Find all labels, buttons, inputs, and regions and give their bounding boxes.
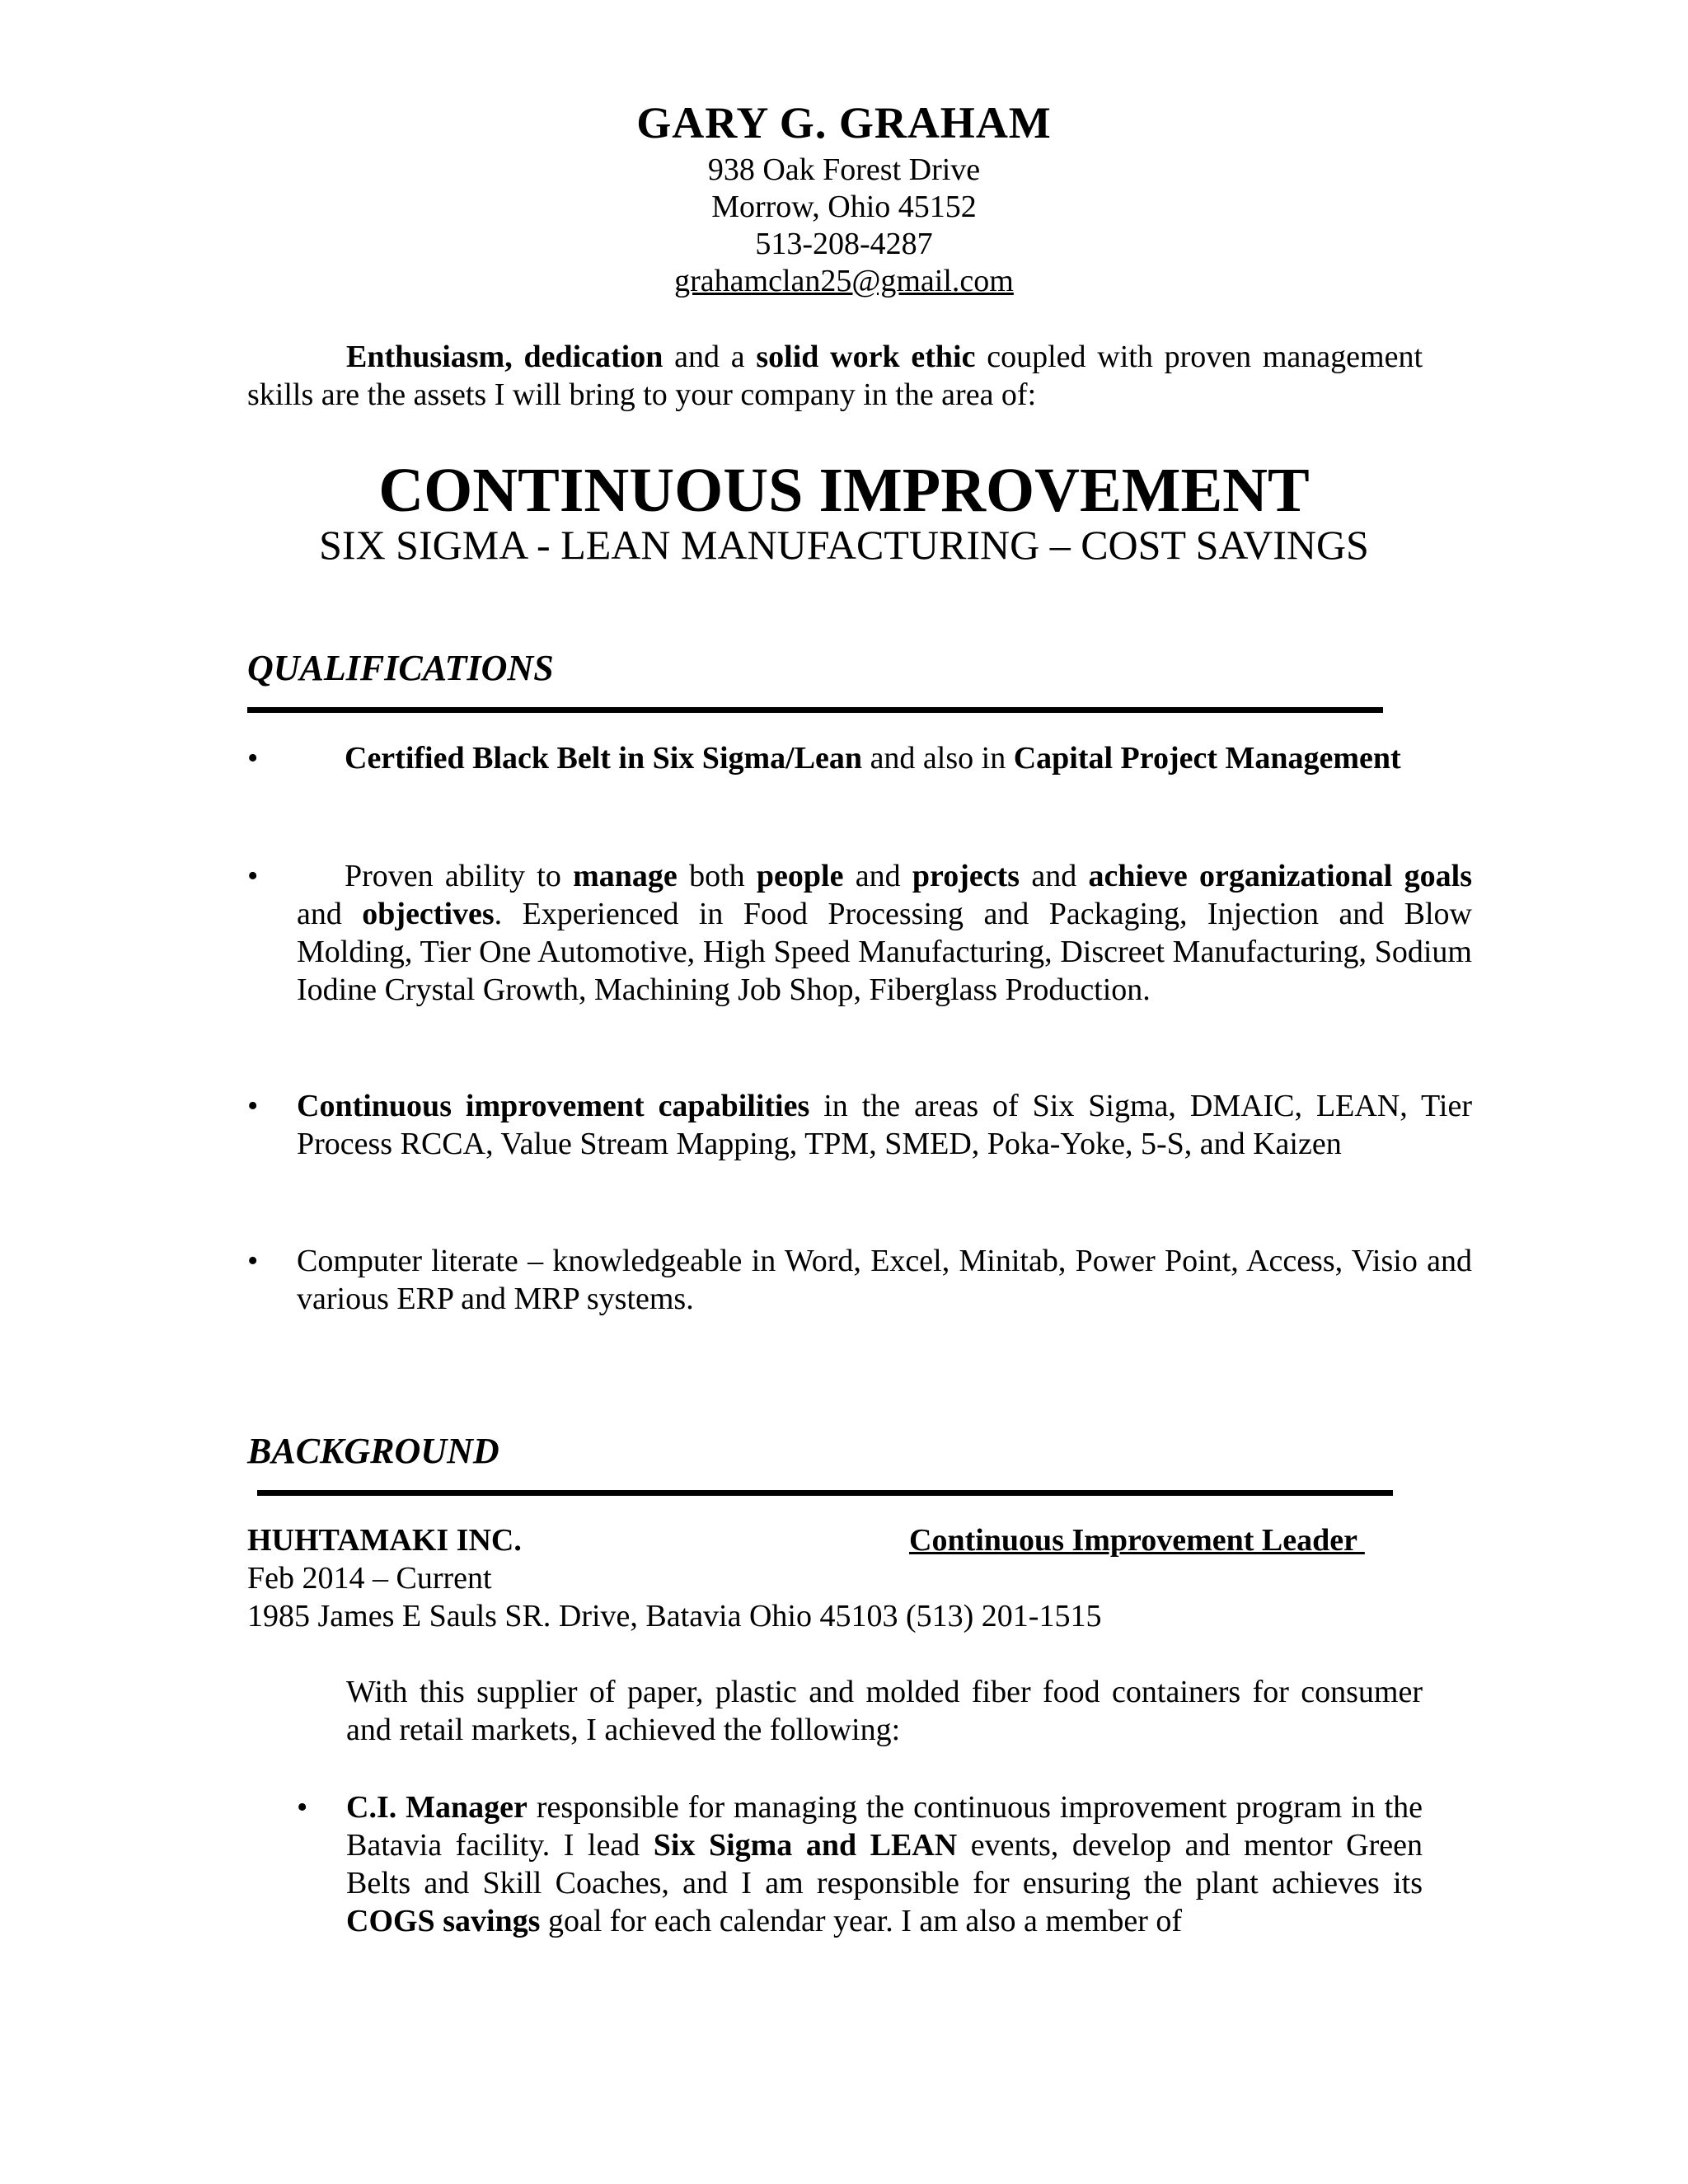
q2-bold-3: projects [912,859,1020,893]
a1-text-3: goal for each calendar year. I am also a member of [540,1904,1183,1938]
bullet-icon: • [297,1790,308,1825]
address-line-2: Morrow, Ohio 45152 [711,190,977,224]
intro-bold-2: solid work ethic [756,340,976,374]
bullet-icon: • [247,1089,259,1123]
a1-bold-2: Six Sigma and LEAN [653,1828,958,1863]
a1-bold-1: C.I. Manager [346,1790,528,1825]
email-link[interactable]: grahamclan25@gmail.com [674,264,1014,298]
q3-bold-1: Continuous improvement capabilities [297,1089,810,1123]
job-dates: Feb 2014 – Current [247,1561,492,1596]
q2-text-3: and [843,859,912,893]
qualifications-divider [247,707,1383,713]
bullet-icon: • [247,859,259,893]
a1-text-2: events, develop and mentor Green Belts and Skill Coaches, and I am responsible for ensuring the plant achieves its [346,1828,1423,1900]
q2-bold-1: manage [573,859,678,893]
bullet-icon: • [247,1244,259,1278]
bullet-icon: • [247,741,259,776]
job-summary: With this supplier of paper, plastic and molded fiber food containers for consumer and retail markets, I achieved the following: [346,1675,1423,1747]
candidate-name: GARY G. GRAHAM [636,98,1052,148]
company-name: HUHTAMAKI INC. [247,1523,522,1558]
intro-bold-1: Enthusiasm, dedication [346,340,663,374]
qualifications-heading: QUALIFICATIONS [247,648,554,688]
background-divider [257,1490,1393,1496]
q2-text-4: and [1020,859,1089,893]
a1-text-1: responsible for managing the continuous improvement program in the Batavia facility. I lead [346,1790,1423,1863]
background-heading: BACKGROUND [247,1431,499,1471]
job-title: Continuous Improvement Leader [909,1523,1365,1558]
q2-bold-5: objectives [362,897,495,931]
q2-text-1: Proven ability to [345,859,574,893]
q1-bold-2: Capital Project Management [1013,741,1401,776]
qualification-item [247,857,1472,1009]
q2-text-6: . Experienced in Food Processing and Packaging, Injection and Blow Molding, Tier One Automotive, High Speed Manufacturing, Discreet Manufacturing, Sodium Iodine Crystal Growth, Machining Job Shop, Fiberglass Production. [297,897,1472,1007]
qualification-item [247,1242,1472,1318]
q4-text-1: Computer literate – knowledgeable in Word, Excel, Minitab, Power Point, Access, Visio and various ERP and MRP systems. [297,1244,1472,1316]
q3-text-1: in the areas of Six Sigma, DMAIC, LEAN, Tier Process RCCA, Value Stream Mapping, TPM, SMED, Poka-Yoke, 5-S, and Kaizen [297,1089,1472,1161]
job-address: 1985 James E Sauls SR. Drive, Batavia Ohio 45103 (513) 201-1515 [247,1599,1102,1633]
q1-bold-1: Certified Black Belt in Six Sigma/Lean [345,741,863,776]
q1-text-1: and also in [862,741,1014,776]
job-achievements-list [297,1788,1423,1940]
q2-text-5: and [297,897,363,931]
a1-bold-3: COGS savings [346,1904,541,1938]
intro-paragraph [247,338,1423,414]
job-header [247,1521,1423,1559]
intro-text-2: coupled with proven management skills are the assets I will bring to your company in the area of: [247,340,1423,412]
email-row [0,263,1688,300]
q2-bold-4: achieve organizational goals [1088,859,1472,893]
qualification-item [247,1087,1472,1163]
q2-bold-2: people [756,859,844,893]
headline-subtitle: SIX SIGMA - LEAN MANUFACTURING – COST SAVINGS [319,522,1369,568]
intro-text-1: and a [663,340,757,374]
phone-number: 513-208-4287 [755,227,933,261]
headline-title: CONTINUOUS IMPROVEMENT [378,456,1310,525]
qualification-item [247,739,1472,777]
q2-text-2: both [677,859,757,893]
achievement-item [297,1788,1423,1940]
address-line-1: 938 Oak Forest Drive [707,152,981,187]
